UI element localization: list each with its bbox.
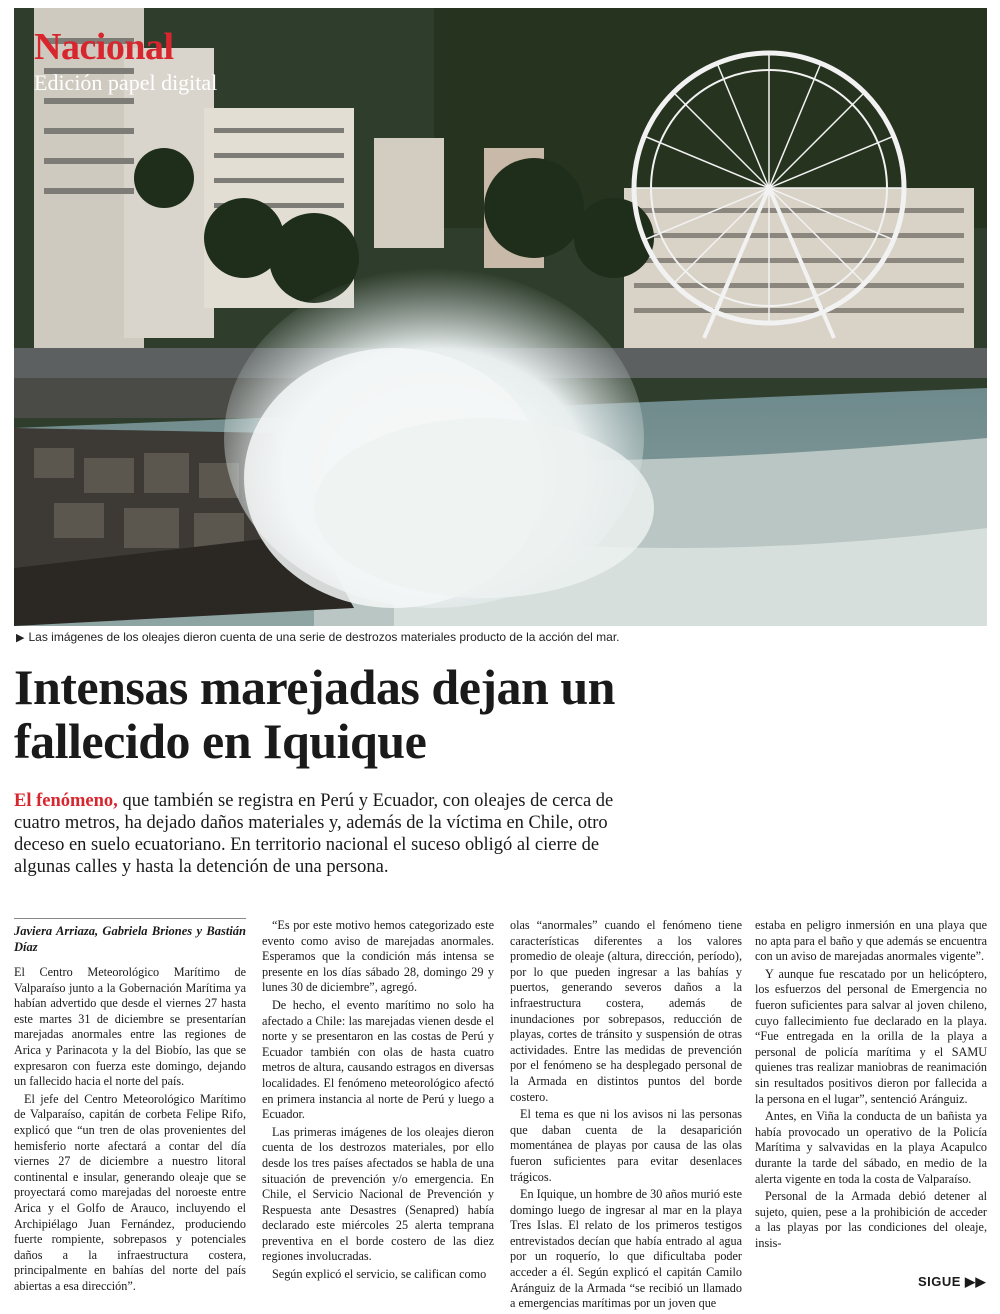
edition-label: Edición papel digital <box>34 70 218 95</box>
section-label: Nacional <box>34 26 174 68</box>
article-column-4 <box>755 918 987 1253</box>
paragraph: En Iquique, un hombre de 30 años murió este domingo luego de ingresar al mar en la playa Tres Islas. El relato de los primeros testigos entrevistados decían que había entrado al agua por un roquerío, lo que dificultaba poder acceder a él. Según explicó el capitán Camilo Aránguiz de la Armada “se recibió un llamado a emergencias marítimas por un joven que <box>510 1187 742 1311</box>
article-column-2 <box>262 918 494 1285</box>
paragraph: El tema es que ni los avisos ni las personas que daban cuenta de la desaparición momentánea de playas por causa de las olas fueron suficientes para evitar desenlaces trágicos. <box>510 1107 742 1184</box>
paragraph: El jefe del Centro Meteorológico Marítimo de Valparaíso, capitán de corbeta Felipe Rifo, explicó que “un tren de olas provenientes del hemisferio norte afectará a contar del día viernes 27 de diciembre a nuestro litoral continental e insular, generando oleaje que se proyectará como marejadas del noroeste entre Arica y el Golfo de Arauco, incluyendo el Archipiélago Juan Fernández, produciendo fuerte rompiente, sobrepasos y potenciales daños a la infraestructura costera, principalmente en bahías del norte del país abiertas a esa dirección”. <box>14 1091 246 1293</box>
byline: Javiera Arriaza, Gabriela Briones y Bastián Díaz <box>14 918 246 955</box>
paragraph: olas “anormales” cuando el fenómeno tiene características diferentes a los valores promedio de oleaje (altura, dirección, período), por lo que pueden ingresar a las bahías y puertos, generando severos daños a la infraestructura costera, además de inundaciones por sobrepasos, reducción de playas, cortes de tránsito y suspensión de otras actividades. Entre las medidas de prevención por el fenómeno se ha desplegado personal de la Armada en distintos puntos del borde costero. <box>510 918 742 1104</box>
photo-caption <box>16 630 986 646</box>
paragraph: Según explicó el servicio, se califican como <box>272 1267 487 1282</box>
paragraph: Antes, en Viña la conducta de un bañista ya había provocado un operativo de la Policía Marítima y salvavidas en la playa Acapulco durante la tarde del sábado, en medio de la alerta vigente en toda la costa de Valparaíso. <box>755 1109 987 1186</box>
paragraph: estaba en peligro inmersión en una playa que no apta para el baño y que además se encuentra con un aviso de marejadas anormales vigente”. <box>755 918 987 964</box>
paragraph: Personal de la Armada debió detener al sujeto, quien, pese a la prohibición de acceder a las playas por las condiciones del oleaje, insis- <box>755 1189 987 1250</box>
article-headline: Intensas marejadas dejan un fallecido en Iquique <box>14 659 615 769</box>
paragraph: Las primeras imágenes de los oleajes dieron cuenta de los destrozos materiales, por ello desde los tres países afectados se habla de una situación de prevención y/o emergencia. En Chile, el Servicio Nacional de Prevención y Respuesta ante Desastres (Senapred) había declarado este miércoles 25 alerta temprana preventiva en el borde costero de las diez regiones involucradas. <box>262 1124 494 1264</box>
triangle-right-icon: ▶ <box>16 632 25 644</box>
caption-text: Las imágenes de los oleajes dieron cuenta de una serie de destrozos materiales producto de la acción del mar. <box>28 630 620 644</box>
article-column-1 <box>14 918 246 1296</box>
article-photo <box>14 8 987 626</box>
lead-text: que también se registra en Perú y Ecuador, con oleajes de cerca de cuatro metros, ha dejado daños materiales y, además de la víctima en Chile, otro deceso en suelo ecuatoriano. En territorio nacional el suceso obligó al cierre de algunas calles y hasta la detención de una persona. <box>14 791 614 877</box>
paragraph: “Es por este motivo hemos categorizado este evento como aviso de marejadas anormales. Esperamos que la condición más intensa se presente en los días sábado 28, domingo 29 y lunes 30 de diciembre”, agregó. <box>262 918 494 995</box>
article-lead <box>14 790 624 878</box>
paragraph: El Centro Meteorológico Marítimo de Valparaíso junto a la Gobernación Marítima ya habían advertido que desde el viernes 27 hasta este martes 31 de diciembre se presentarían marejadas anormales entre las regiones de Arica y Parinacota y la del Biobío, las que se expresaron con fuerza este domingo, dejando un fallecido hacia el norte del país. <box>14 965 246 1089</box>
continue-link[interactable]: SIGUE ▶▶ <box>917 1274 986 1289</box>
article-column-3 <box>510 918 742 1314</box>
coastal-wave-illustration <box>14 8 987 626</box>
paragraph: Y aunque fue rescatado por un helicóptero, los esfuerzos del personal de Emergencia no fueron suficientes para salvar al joven chileno, cuyo fallecimiento fue declarado en la playa. “Fue entregada en la orilla de la playa a personal de policía marítima y el SAMU quienes tras realizar maniobras de reanimación sin resultados positivos dieron por fallecida a la persona en el lugar”, sentenció Aránguiz. <box>755 966 987 1106</box>
paragraph: De hecho, el evento marítimo no solo ha afectado a Chile: las marejadas vienen desde el norte y se presentaron en las costas de Perú y Ecuador también con olas de hasta cuatro metros de altura, causando estragos en diversas localidades. El fenómeno meteorológico afectó en primera instancia al norte de Perú y luego a Ecuador. <box>262 997 494 1122</box>
lead-kicker: El fenómeno, <box>14 791 118 811</box>
